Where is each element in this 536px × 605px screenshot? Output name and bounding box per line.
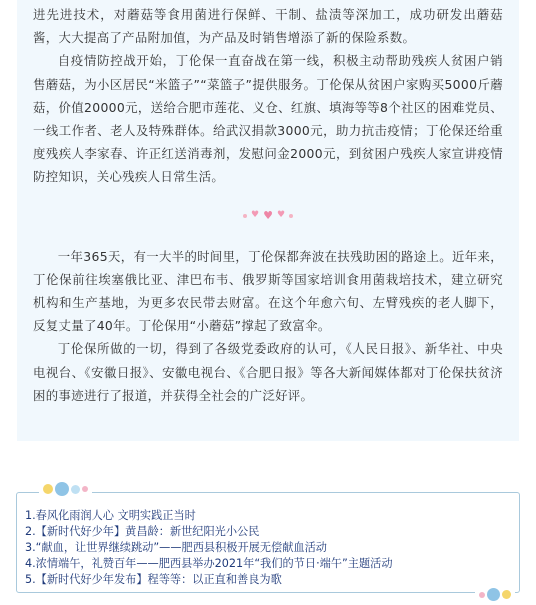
heart-divider-icon: ♥ ♥ ♥: [33, 199, 503, 233]
article-paragraph: 自疫情防控战开始，丁伦保一直奋战在第一线，积极主动帮助残疾人贫困户销售蘑菇，为小区居民“米篮子”“菜篮子”提供服务。丁伦保从贫困户家购买5000斤蘑菇，价值20000元，送给合肥市莲花、义仓、红旗、填海等等8个社区的困难党员、一线工作者、老人及特殊群体。给武汉捐款3000元，助力抗击疫情；丁伦保还给重度残疾人李家春、许正红送消毒剂，发慰问金2000元，到贫困户残疾人家宣讲疫情防控知识，关心残疾人日常生活。: [33, 53, 503, 185]
related-link-1[interactable]: 1.春风化雨润人心 文明实践正当时: [25, 509, 196, 522]
related-articles-box: [16, 492, 520, 593]
related-link-2[interactable]: 2.【新时代好少年】黄昌龄：新世纪阳光小公民: [25, 525, 260, 538]
related-link-4[interactable]: 4.浓情端午，礼赞百年——肥西县举办2021年“我们的节日·端午”主题活动: [25, 557, 393, 570]
related-link-3[interactable]: 3.“献血，让世界继续跳动”——肥西县积极开展无偿献血活动: [25, 541, 327, 554]
article-body: [17, 0, 519, 441]
article-paragraph: 一年365天，有一大半的时间里，丁伦保都奔波在扶残助困的路途上。近年来，丁伦保前往埃塞俄比亚、津巴布韦、俄罗斯等国家培训食用菌栽培技术，建立研究机构和生产基地，为更多农民带去财富。在这个年愈六旬、左臂残疾的老人脚下，反复丈量了40年。丁伦保用“小蘑菇”撑起了致富伞。: [33, 248, 503, 334]
color-bubbles-icon: [39, 482, 92, 496]
related-link-5[interactable]: 5.【新时代好少年发布】程等等：以正直和善良为歌: [25, 573, 282, 586]
article-paragraph: 进先进技术，对蘑菇等食用菌进行保鲜、干制、盐渍等深加工，成功研发出蘑菇酱，大大提高了产品附加值，为产品及时销售增添了新的保险系数。: [33, 7, 503, 46]
color-bubbles-icon: [475, 588, 515, 601]
article-paragraph: 丁伦保所做的一切，得到了各级党委政府的认可，《人民日报》、新华社、中央电视台、《安徽日报》、安徽电视台、《合肥日报》等各大新闻媒体都对丁伦保扶贫济困的事迹进行了报道，并获得全社会的广泛好评。: [33, 341, 503, 403]
